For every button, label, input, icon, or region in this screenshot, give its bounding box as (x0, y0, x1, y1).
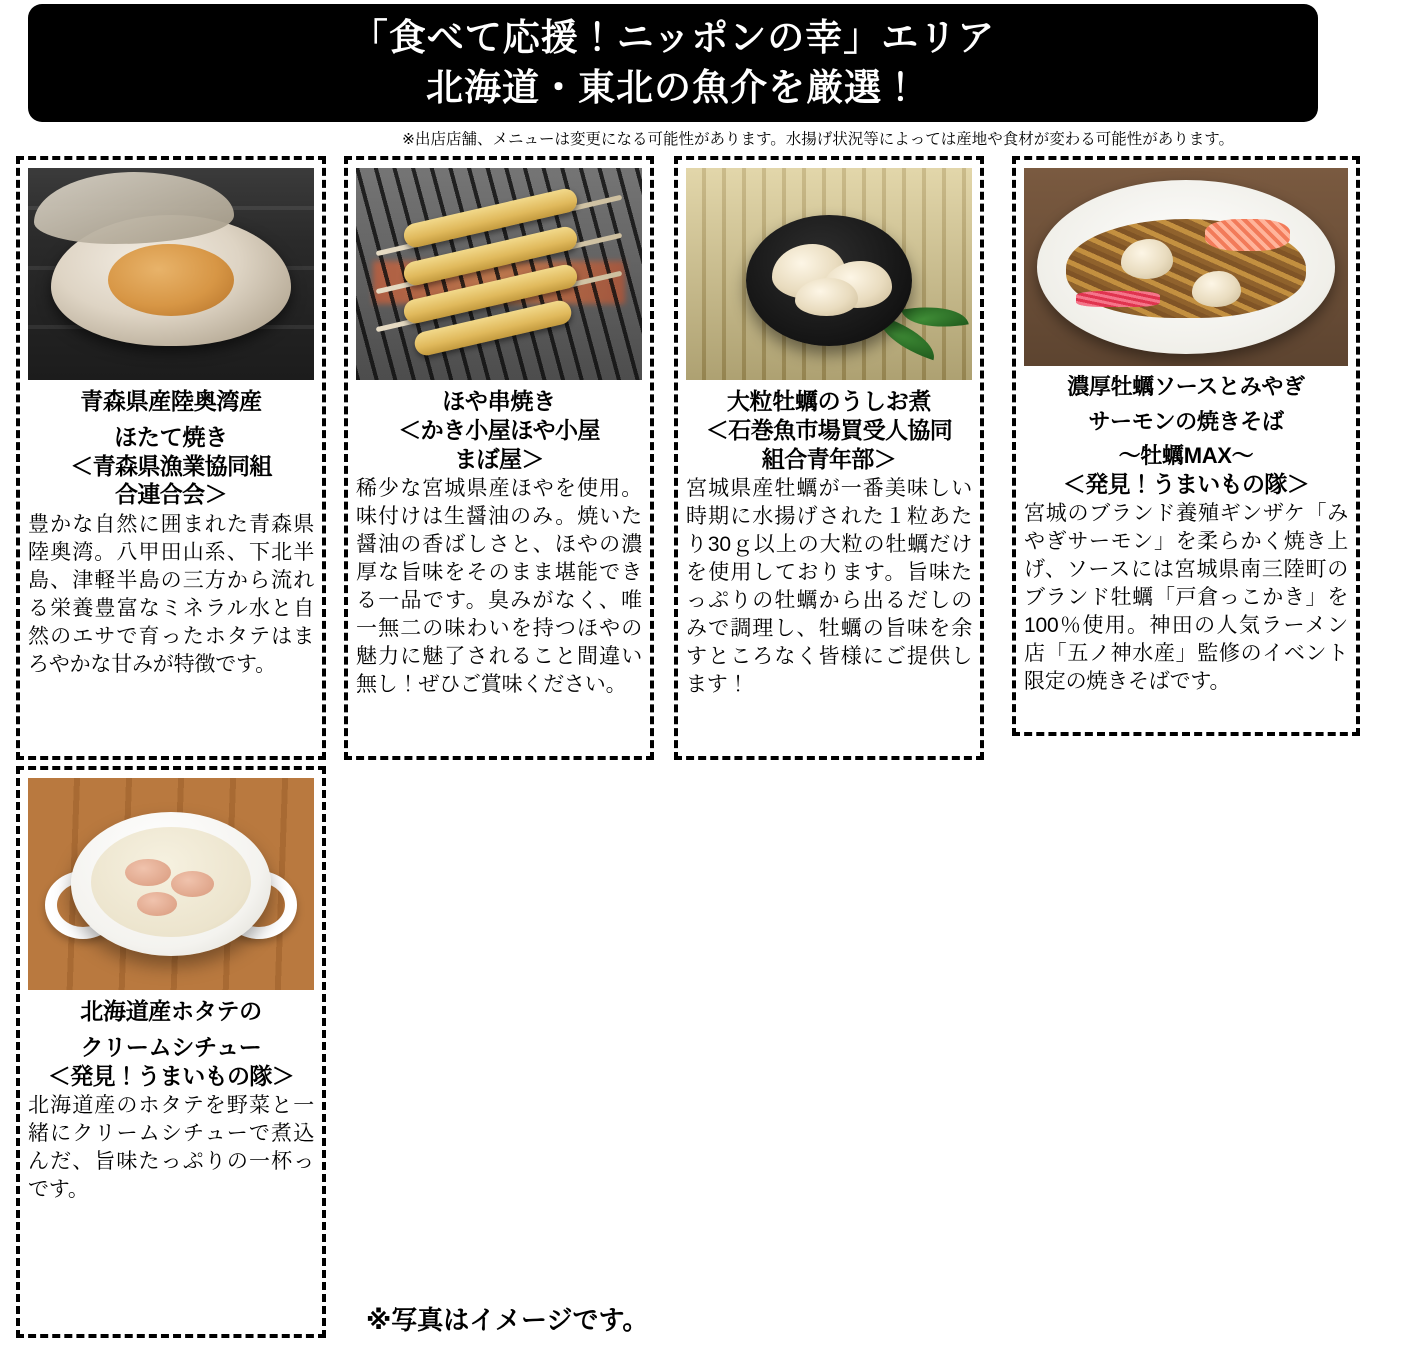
grilled-scallop-photo (28, 168, 314, 380)
header-title-line2: 北海道・東北の魚介を厳選！ (426, 67, 920, 108)
oyster-bowl-photo (686, 168, 972, 380)
menu-title-line1: 北海道産ホタテの (80, 998, 262, 1024)
menu-card-hoya (344, 156, 654, 760)
menu-shop-line1: ＜発見！うまいもの隊＞ (1062, 470, 1310, 497)
menu-title-line2: クリームシチュー (80, 1033, 262, 1060)
menu-description: 宮城のブランド養殖ギンザケ「みやぎサーモン」を柔らかく焼き上げ、ソースには宮城県南三陸町のブランド牡蠣「戸倉っこかき」を100％使用。神田の人気ラーメン店「五ノ神水産」監修のイベント限定の焼きそばです。 (1024, 502, 1348, 693)
menu-title-line2: サーモンの焼きそば (1088, 408, 1284, 434)
menu-shop-line1: ＜発見！うまいもの隊＞ (47, 1062, 295, 1089)
menu-title-line1: 青森県産陸奥湾産 (80, 388, 262, 414)
scallop-cream-stew-photo (28, 778, 314, 990)
hoya-skewer-photo (356, 168, 642, 380)
header-banner (28, 4, 1318, 122)
menu-card-cream-stew (16, 766, 326, 1338)
menu-description: 豊かな自然に囲まれた青森県陸奥湾。八甲田山系、下北半島、津軽半島の三方から流れる栄養豊富なミネラル水と自然のエサで育ったホタテはまろやかな甘みが特徴です。 (28, 513, 314, 676)
menu-shop-line1: ＜石巻魚市場買受人協同 (705, 416, 953, 443)
menu-title-line1: 濃厚牡蠣ソースとみやぎ (1067, 374, 1305, 399)
oyster-yakisoba-photo (1024, 168, 1348, 366)
menu-description: 北海道産のホタテを野菜と一緒にクリームシチューで煮込んだ、旨味たっぷりの一杯っです。 (28, 1094, 314, 1202)
menu-description: 宮城県産牡蠣が一番美味しい時期に水揚げされた１粒あたり30ｇ以上の大粒の牡蠣だけを使用しております。旨味たっぷりの牡蠣から出るだしのみで調理し、牡蠣の旨味を余すところなく皆様にご提供します！ (686, 477, 972, 696)
menu-title-line2: ほたて焼き (114, 423, 228, 450)
menu-card-kaki (674, 156, 984, 760)
menu-shop-line2: まぼ屋＞ (454, 445, 544, 472)
menu-shop-line1: ＜青森県漁業協同組 (70, 452, 272, 479)
menu-title-line3: 〜牡蠣MAX〜 (1118, 443, 1254, 468)
menu-shop-line1: ＜かき小屋ほや小屋 (398, 416, 600, 443)
disclaimer-top: ※出店店舗、メニューは変更になる可能性があります。水揚げ状況等によっては産地や食材が変わる可能性があります。 (402, 131, 1235, 148)
menu-title-line1: ほや串焼き (442, 388, 556, 414)
menu-card-yakisoba (1012, 156, 1360, 736)
menu-shop-line2: 合連合会＞ (114, 481, 227, 508)
menu-title-line1: 大粒牡蠣のうしお煮 (726, 388, 932, 414)
menu-card-hotate (16, 156, 326, 760)
header-title-line1: 「食べて応援！ニッポンの幸」エリア (350, 17, 996, 59)
menu-shop-line2: 組合青年部＞ (761, 445, 897, 472)
disclaimer-bottom: ※写真はイメージです。 (366, 1305, 649, 1335)
menu-description: 稀少な宮城県産ほやを使用。味付けは生醤油のみ。焼いた醤油の香ばしさと、ほやの濃厚な旨味をそのまま堪能できる一品です。臭みがなく、唯一無二の味わいを持つほやの魅力に魅了されること間違い無し！ぜひご賞味ください。 (356, 477, 642, 696)
